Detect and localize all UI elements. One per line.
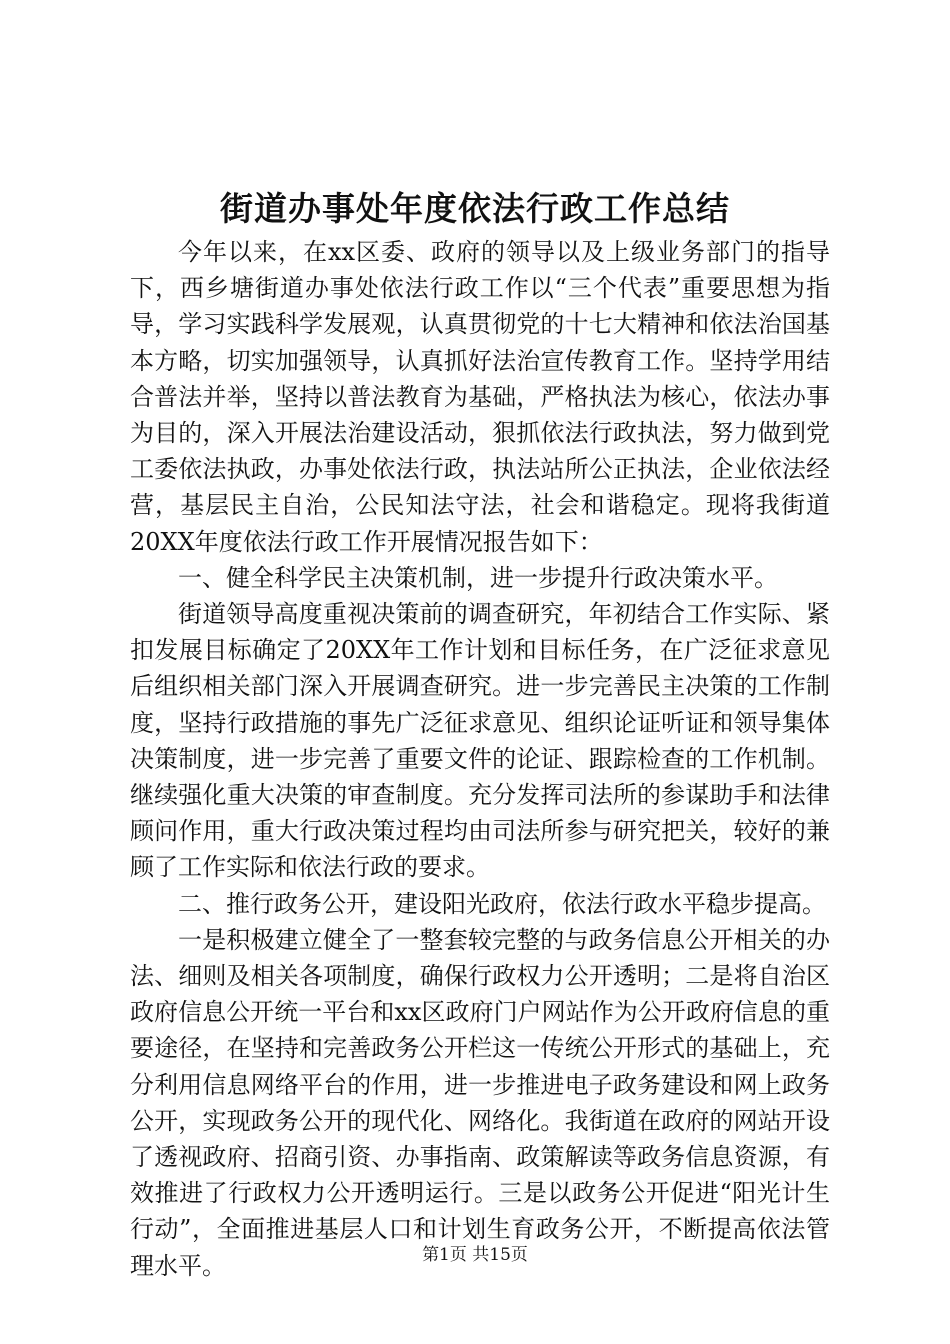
section-heading-1: 一、健全科学民主决策机制，进一步提升行政决策水平。	[178, 563, 778, 592]
section-2-paragraph: 一是积极建立健全了一整套较完整的与政务信息公开相关的办法、细则及相关各项制度，确保行政权力公开透明；二是将自治区政府信息公开统一平台和xx区政府门户网站作为公开政府信息的重要途径，在坚持和完善政务公开栏这一传统公开形式的基础上，充分利用信息网络平台的作用，进一步推进电子政务建设和网上政务公开，实现政务公开的现代化、网络化。我街道在政府的网站开设了透视政府、招商引资、办事指南、政策解读等政务信息资源，有效推进了行政权力公开透明运行。三是以政务公开促进“阳光计生行动”，全面推进基层人口和计划生育政务公开，不断提高依法管理水平。	[130, 925, 830, 1280]
section-1-paragraph: 街道领导高度重视决策前的调查研究，年初结合工作实际、紧扣发展目标确定了20XX年工作计划和目标任务，在广泛征求意见后组织相关部门深入开展调查研究。进一步完善民主决策的工作制度，坚持行政措施的事先广泛征求意见、组织论证听证和领导集体决策制度，进一步完善了重要文件的论证、跟踪检查的工作机制。继续强化重大决策的审查制度。充分发挥司法所的参谋助手和法律顾问作用，重大行政决策过程均由司法所参与研究把关，较好的兼顾了工作实际和依法行政的要求。	[130, 600, 830, 882]
intro-paragraph: 今年以来，在xx区委、政府的领导以及上级业务部门的指导下，西乡塘街道办事处依法行政工作以“三个代表”重要思想为指导，学习实践科学发展观，认真贯彻党的十七大精神和依法治国基本方略，切实加强领导，认真抓好法治宣传教育工作。坚持学用结合普法并举，坚持以普法教育为基础，严格执法为核心，依法办事为目的，深入开展法治建设活动，狠抓依法行政执法，努力做到党工委依法执政，办事处依法行政，执法站所公正执法，企业依法经营，基层民主自治，公民知法守法，社会和谐稳定。现将我街道20XX年度依法行政工作开展情况报告如下：	[130, 238, 830, 556]
page-number-footer: 第1页 共15页	[422, 1245, 528, 1265]
document-title: 街道办事处年度依法行政工作总结	[220, 189, 730, 228]
section-heading-2: 二、推行政务公开，建设阳光政府，依法行政水平稳步提高。	[178, 889, 826, 918]
document-body	[130, 234, 830, 1284]
